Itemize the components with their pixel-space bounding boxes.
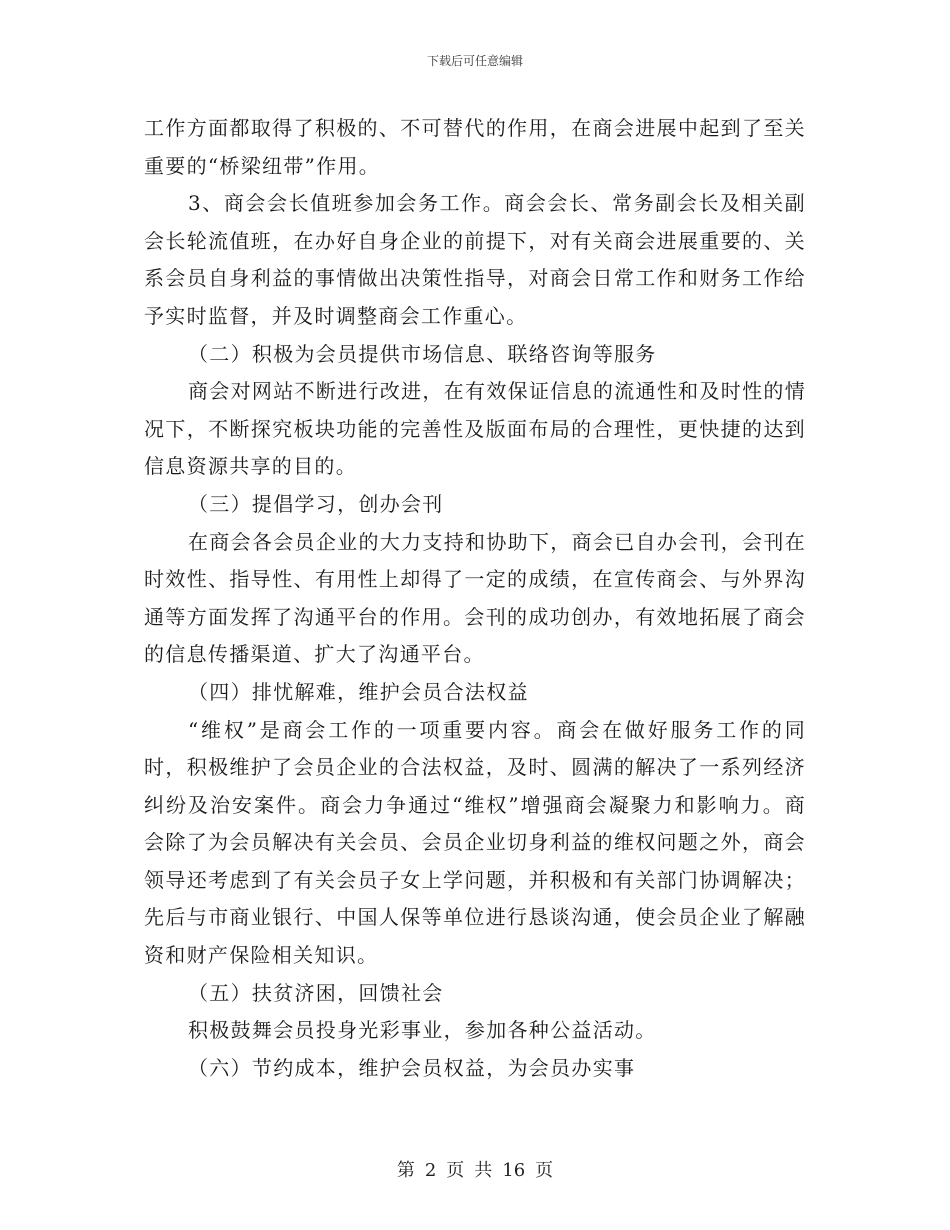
page-footer	[0, 1156, 950, 1182]
section-heading-2: （二）积极为会员提供市场信息、联络咨询等服务	[188, 341, 657, 366]
footer-page-label: 页	[446, 1160, 465, 1181]
footer-suffix: 页	[535, 1160, 554, 1181]
section-heading-5: （五）扶贫济困，回馈社会	[188, 980, 444, 1005]
footer-total-label: 共	[474, 1160, 493, 1181]
footer-page-number: 2	[424, 1160, 437, 1181]
document-body	[144, 110, 806, 1087]
page-header: 下载后可任意编辑	[426, 54, 523, 68]
paragraph-3: 商会对网站不断进行改进，在有效保证信息的流通性和及时性的情况下，不断探究板块功能的完善性及版面布局的合理性，更快捷的达到信息资源共享的目的。	[144, 379, 806, 479]
paragraph-4: 在商会各会员企业的大力支持和协助下，商会已自办会刊，会刊在时效性、指导性、有用性上却得了一定的成绩，在宣传商会、与外界沟通等方面发挥了沟通平台的作用。会刊的成功创办，有效地拓展了商会的信息传播渠道、扩大了沟通平台。	[144, 529, 806, 667]
footer-total-pages: 16	[502, 1160, 526, 1181]
footer-prefix: 第	[396, 1160, 415, 1181]
section-heading-3: （三）提倡学习，创办会刊	[188, 491, 444, 516]
paragraph-2: 3、商会会长值班参加会务工作。商会会长、常务副会长及相关副会长轮流值班，在办好自身企业的前提下，对有关商会进展重要的、关系会员自身利益的事情做出决策性指导，对商会日常工作和财务工作给予实时监督，并及时调整商会工作重心。	[144, 191, 806, 328]
section-heading-4: （四）排忧解难，维护会员合法权益	[188, 679, 529, 704]
paragraph-6: 积极鼓舞会员投身光彩事业，参加各种公益活动。	[188, 1018, 657, 1043]
section-heading-6: （六）节约成本，维护会员权益，为会员办实事	[188, 1055, 636, 1080]
paragraph-5: “维权”是商会工作的一项重要内容。商会在做好服务工作的同时，积极维护了会员企业的合法权益，及时、圆满的解决了一系列经济纠纷及治安案件。商会力争通过“维权”增强商会凝聚力和影响力。商会除了为会员解决有关会员、会员企业切身利益的维权问题之外，商会领导还考虑到了有关会员子女上学问题，并积极和有关部门协调解决；先后与市商业银行、中国人保等单位进行恳谈沟通，使会员企业了解融资和财产保险相关知识。	[144, 717, 806, 968]
paragraph-1: 工作方面都取得了积极的、不可替代的作用，在商会进展中起到了至关重要的“桥梁纽带”作用。	[144, 116, 806, 178]
